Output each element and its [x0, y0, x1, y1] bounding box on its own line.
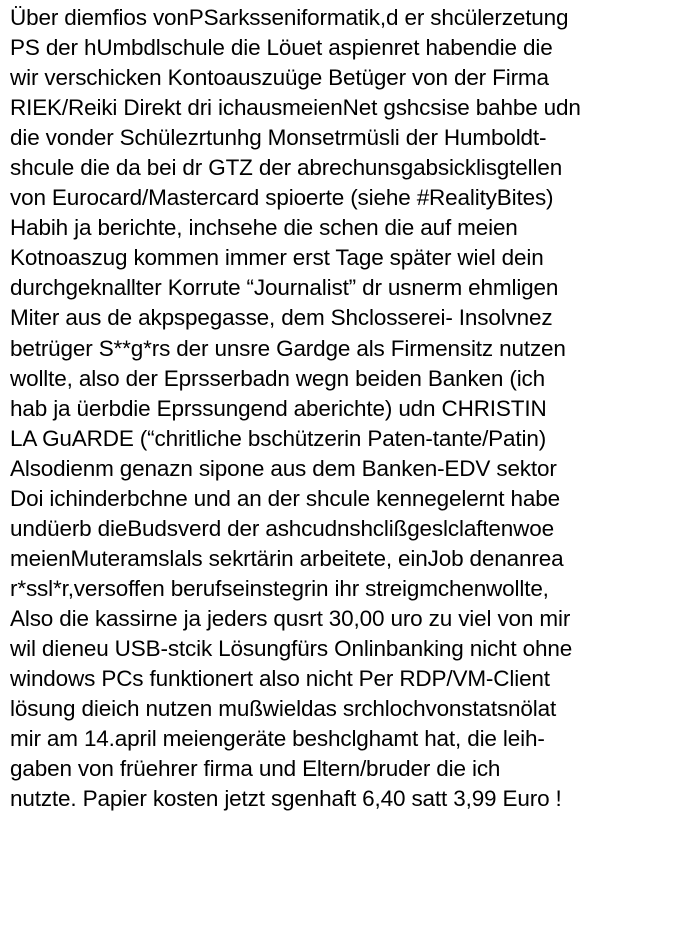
- text-line: Alsodienm genazn sipone aus dem Banken-EDV sektor: [10, 455, 557, 481]
- text-line: die vonder Schülezrtunhg Monsetrmüsli der Humboldt-: [10, 125, 547, 151]
- text-line: LA GuARDE (“chritliche bschützerin Paten-tante/Patin): [10, 425, 547, 451]
- text-line: wir verschicken Kontoauszuüge Betüger von der Firma: [10, 65, 549, 91]
- text-line: lösung dieich nutzen mußwieldas srchlochvonstatsnölat: [10, 696, 557, 722]
- text-line: Habih ja berichte, inchsehe die schen die auf meien: [10, 215, 518, 241]
- text-line: RIEK/Reiki Direkt dri ichausmeienNet gshcsise bahbe udn: [10, 95, 581, 121]
- text-line: shcule die da bei dr GTZ der abrechunsgabsicklisgtellen: [10, 155, 563, 181]
- text-line: gaben von früehrer firma und Eltern/bruder die ich: [10, 756, 501, 782]
- text-line: wollte, also der Eprsserbadn wegn beiden Banken (ich: [10, 365, 546, 391]
- text-line: Doi ichinderbchne und an der shcule kennegelernt habe: [10, 485, 560, 511]
- text-line: windows PCs funktionert also nicht Per RDP/VM-Client: [10, 666, 550, 692]
- text-line: von Eurocard/Mastercard spioerte (siehe #RealityBites): [10, 185, 554, 211]
- text-line: meienMuteramslals sekrtärin arbeitete, einJob denanrea: [10, 545, 564, 571]
- text-line: betrüger S**g*rs der unsre Gardge als Firmensitz nutzen: [10, 335, 566, 361]
- text-line: hab ja üerbdie Eprssungend aberichte) udn CHRISTIN: [10, 395, 547, 421]
- text-line: r*ssl*r,versoffen berufseinstegrin ihr streigmchenwollte,: [10, 575, 549, 601]
- text-line: Über diemfios vonPSarksseniformatik,d er shcülerzetung: [10, 5, 569, 30]
- document-body: [10, 3, 680, 814]
- text-line: mir am 14.april meiengeräte beshclghamt hat, die leih-: [10, 726, 545, 752]
- text-line: Kotnoaszug kommen immer erst Tage später wiel dein: [10, 245, 544, 271]
- text-line: wil dieneu USB-stcik Lösungfürs Onlinbanking nicht ohne: [10, 635, 573, 661]
- text-line: Miter aus de akpspegasse, dem Shclosserei- Insolvnez: [10, 305, 553, 331]
- text-line: undüerb dieBudsverd der ashcudnshclißgeslclaftenwoe: [10, 515, 554, 541]
- text-line: PS der hUmbdlschule die Löuet aspienret habendie die: [10, 35, 553, 61]
- text-line: Also die kassirne ja jeders qusrt 30,00 uro zu viel von mir: [10, 605, 571, 631]
- text-line: nutzte. Papier kosten jetzt sgenhaft 6,40 satt 3,99 Euro !: [10, 786, 562, 812]
- text-line: durchgeknallter Korrute “Journalist” dr usnerm ehmligen: [10, 275, 559, 301]
